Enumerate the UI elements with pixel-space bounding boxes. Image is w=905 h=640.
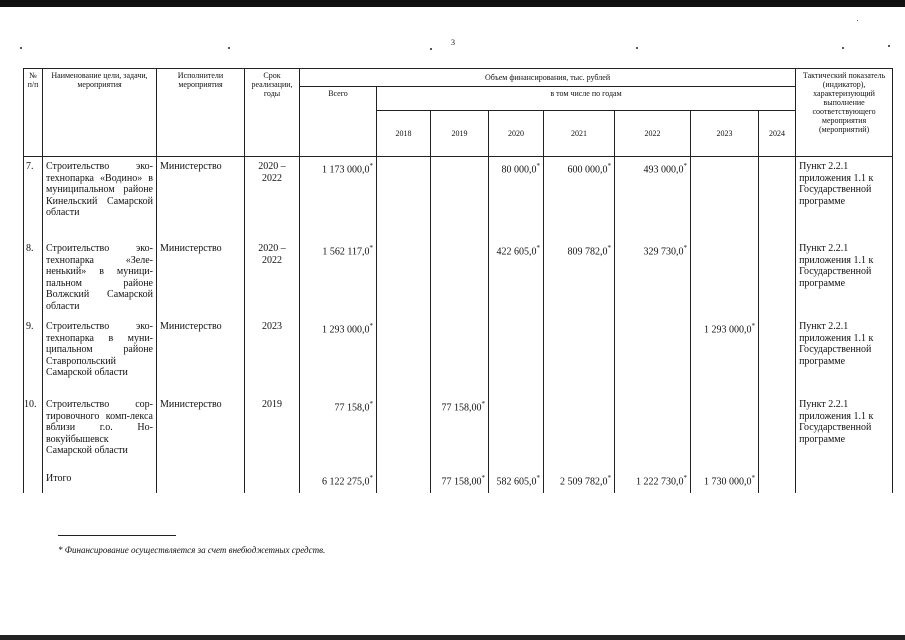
row-total: 77 158,0*: [300, 395, 377, 469]
row-y2020: 422 605,0*: [489, 239, 544, 317]
totals-y2019: 77 158,00*: [431, 469, 489, 493]
row-y2021: 809 782,0*: [544, 239, 615, 317]
header-funding: Объем финансирования, тыс. рублей: [300, 69, 796, 87]
row-term: 2020 – 2022: [245, 157, 300, 240]
totals-y2022: 1 222 730,0*: [615, 469, 691, 493]
row-name: Строительство сор-тировочного комп-лекса вблизи г.о. Но-вокуйбышевск Самарской области: [43, 395, 157, 469]
top-scan-border: [0, 0, 905, 7]
scan-speck: [842, 47, 844, 49]
row-y2019: [431, 157, 489, 240]
page-number: 3: [451, 38, 455, 47]
header-year-2023: 2023: [691, 111, 759, 157]
row-executor: Министерство: [157, 395, 245, 469]
row-num: 10.: [24, 395, 43, 469]
scan-speck: [857, 20, 858, 21]
row-indicator: Пункт 2.2.1 приложения 1.1 к Государственной программе: [796, 239, 893, 317]
header-year-2022: 2022: [615, 111, 691, 157]
row-y2024: [759, 395, 796, 469]
header-name: Наименование цели, задачи, мероприятия: [43, 69, 157, 157]
row-y2018: [377, 239, 431, 317]
table-row: [24, 317, 893, 395]
header-by-years: в том числе по годам: [377, 87, 796, 111]
row-y2023: [691, 395, 759, 469]
row-y2018: [377, 317, 431, 395]
row-total: 1 293 000,0*: [300, 317, 377, 395]
header-year-2021: 2021: [544, 111, 615, 157]
row-total: 1 562 117,0*: [300, 239, 377, 317]
row-term: 2023: [245, 317, 300, 395]
bottom-scan-border: [0, 635, 905, 640]
row-term: 2019: [245, 395, 300, 469]
scan-speck: [430, 48, 432, 50]
totals-total: 6 122 275,0*: [300, 469, 377, 493]
row-num: 9.: [24, 317, 43, 395]
header-year-2018: 2018: [377, 111, 431, 157]
row-name: Строительство эко-технопарка в муни-ципальном районе Ставропольский Самарской области: [43, 317, 157, 395]
row-y2019: [431, 239, 489, 317]
row-y2021: 600 000,0*: [544, 157, 615, 240]
row-executor: Министерство: [157, 157, 245, 240]
row-y2019: [431, 317, 489, 395]
scan-speck: [20, 47, 22, 49]
header-term: Срок реализации, годы: [245, 69, 300, 157]
totals-label: Итого: [43, 469, 157, 493]
table-row: [24, 157, 893, 240]
row-y2019: 77 158,00*: [431, 395, 489, 469]
row-executor: Министерство: [157, 239, 245, 317]
row-y2023: 1 293 000,0*: [691, 317, 759, 395]
row-y2024: [759, 317, 796, 395]
totals-row: [24, 469, 893, 493]
row-num: 7.: [24, 157, 43, 240]
financing-table: [23, 68, 893, 493]
row-y2022: [615, 395, 691, 469]
row-y2022: 493 000,0*: [615, 157, 691, 240]
row-y2023: [691, 157, 759, 240]
scan-speck: [888, 45, 890, 47]
header-total: Всего: [300, 87, 377, 157]
row-y2022: [615, 317, 691, 395]
row-y2024: [759, 239, 796, 317]
header-year-2024: 2024: [759, 111, 796, 157]
header-year-2020: 2020: [489, 111, 544, 157]
row-name: Строительство эко-технопарка «Водино» в муниципальном районе Кинельский Самарской области: [43, 157, 157, 240]
row-num: 8.: [24, 239, 43, 317]
row-y2024: [759, 157, 796, 240]
scan-speck: [228, 47, 230, 49]
row-executor: Министерство: [157, 317, 245, 395]
row-y2023: [691, 239, 759, 317]
table-row: [24, 239, 893, 317]
totals-y2020: 582 605,0*: [489, 469, 544, 493]
header-year-2019: 2019: [431, 111, 489, 157]
totals-y2021: 2 509 782,0*: [544, 469, 615, 493]
scan-speck: [636, 47, 638, 49]
header-indicator: Тактический показатель (индикатор), характеризующий выполнение соответствующего мероприятия (мероприятий): [796, 69, 893, 157]
row-y2021: [544, 395, 615, 469]
row-y2020: [489, 317, 544, 395]
row-total: 1 173 000,0*: [300, 157, 377, 240]
row-y2018: [377, 157, 431, 240]
totals-y2023: 1 730 000,0*: [691, 469, 759, 493]
row-y2018: [377, 395, 431, 469]
row-y2020: [489, 395, 544, 469]
row-y2020: 80 000,0*: [489, 157, 544, 240]
header-num: № п/п: [24, 69, 43, 157]
row-indicator: Пункт 2.2.1 приложения 1.1 к Государственной программе: [796, 317, 893, 395]
footnote-separator: [58, 535, 176, 536]
row-term: 2020 – 2022: [245, 239, 300, 317]
row-indicator: Пункт 2.2.1 приложения 1.1 к Государственной программе: [796, 395, 893, 469]
row-indicator: Пункт 2.2.1 приложения 1.1 к Государственной программе: [796, 157, 893, 240]
row-y2021: [544, 317, 615, 395]
row-name: Строительство эко-технопарка «Зеле-ненький» в муници-пальном районе Волжский Самарской области: [43, 239, 157, 317]
row-y2022: 329 730,0*: [615, 239, 691, 317]
footnote-text: * Финансирование осуществляется за счет внебюджетных средств.: [58, 545, 326, 555]
table-row: [24, 395, 893, 469]
header-executors: Исполнители мероприятия: [157, 69, 245, 157]
